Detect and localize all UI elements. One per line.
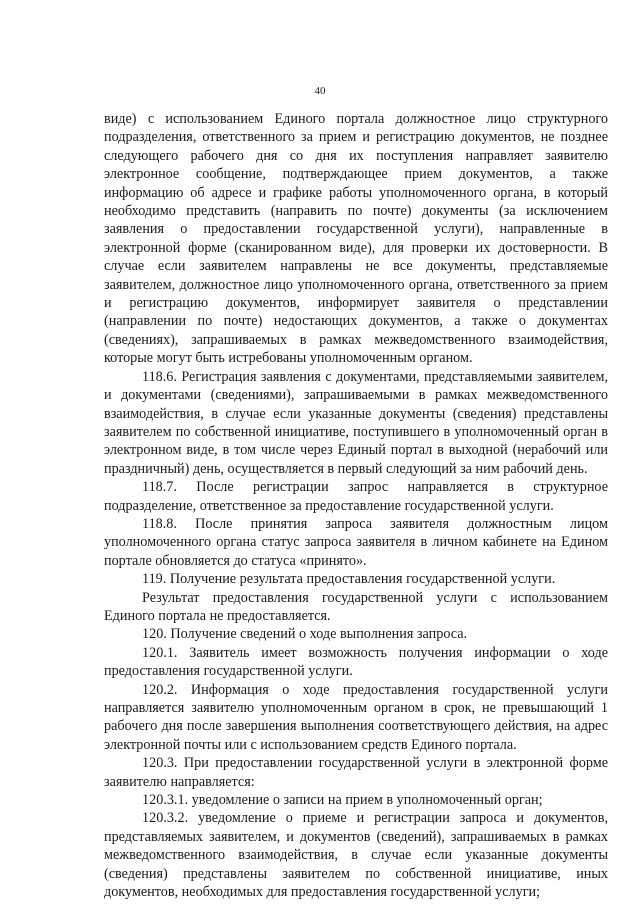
page-number: 40 [314,85,326,97]
paragraph-118-8: 118.8. После принятия запроса заявителя должностным лицом уполномоченного органа статус запроса заявителя в личном кабинете на Едином портале обновляется до статуса «принято». [104,515,608,569]
paragraph-120-3-2: 120.3.2. уведомление о приеме и регистрации запроса и документов, представляемых заявителем, и документов (сведений), запрашиваемых в рамках межведомственного взаимодействия, в случае если указанные документы (сведения) представлены заявителем по собственной инициативе, иных документов, необходимых для предоставления государственной услуги; [104,810,608,901]
paragraph-120-3: 120.3. При предоставлении государственной услуги в электронной форме заявителю направляется: [104,755,608,790]
paragraph-120-3-1: 120.3.1. уведомление о записи на прием в уполномоченный орган; [142,792,543,809]
paragraph-118-7: 118.7. После регистрации запрос направляется в структурное подразделение, ответственное за предоставление государственной услуги. [104,479,608,514]
paragraph-120: 120. Получение сведений о ходе выполнения запроса. [142,626,468,643]
paragraph-118-6: 118.6. Регистрация заявления с документами, представляемыми заявителем, и документами (сведениями), запрашиваемыми в рамках межведомственного взаимодействия, в случае если указанные документы (сведения) представлены заявителем по собственной инициативе, поступившего в уполномоченный орган в электронном виде, в том числе через Единый портал в выходной (нерабочий или праздничный) день, осуществляется в первый следующий за ним рабочий день. [104,368,608,477]
paragraph-120-1: 120.1. Заявитель имеет возможность получения информации о ходе предоставления государственной услуги. [104,644,608,680]
paragraph-119: 119. Получение результата предоставления государственной услуги. [142,571,556,588]
paragraph-120-2: 120.2. Информация о ходе предоставления государственной услуги направляется заявителю уполномоченным органом в срок, не превышающий 1 рабочего дня после завершения выполнения соответствующего действия, на адрес электронной почты или с использованием средств Единого портала. [104,681,608,753]
document-body [104,110,608,901]
paragraph-119-result: Результат предоставления государственной услуги с использованием Единого портала не предоставляется. [104,589,608,624]
paragraph-continuation: виде) с использованием Единого портала должностное лицо структурного подразделения, ответственного за прием и регистрацию документов, не позднее следующего рабочего дня со дня их поступления направляет заявителю электронное сообщение, подтверждающее прием документов, а также информацию об адресе и графике работы уполномоченного органа, в который необходимо представить (направить по почте) документы (за исключением заявления о предоставлении государственной услуги), направленные в электронной форме (сканированном виде), для проверки их достоверности. В случае если заявителем направлены не все документы, представляемые заявителем, должностное лицо уполномоченного органа, ответственного за прием и регистрацию документов, информирует заявителя о представлении (направлении по почте) недостающих документов, а также о документах (сведениях), запрашиваемых в рамках межведомственного взаимодействия, которые могут быть истребованы уполномоченным органом. [104,111,608,367]
